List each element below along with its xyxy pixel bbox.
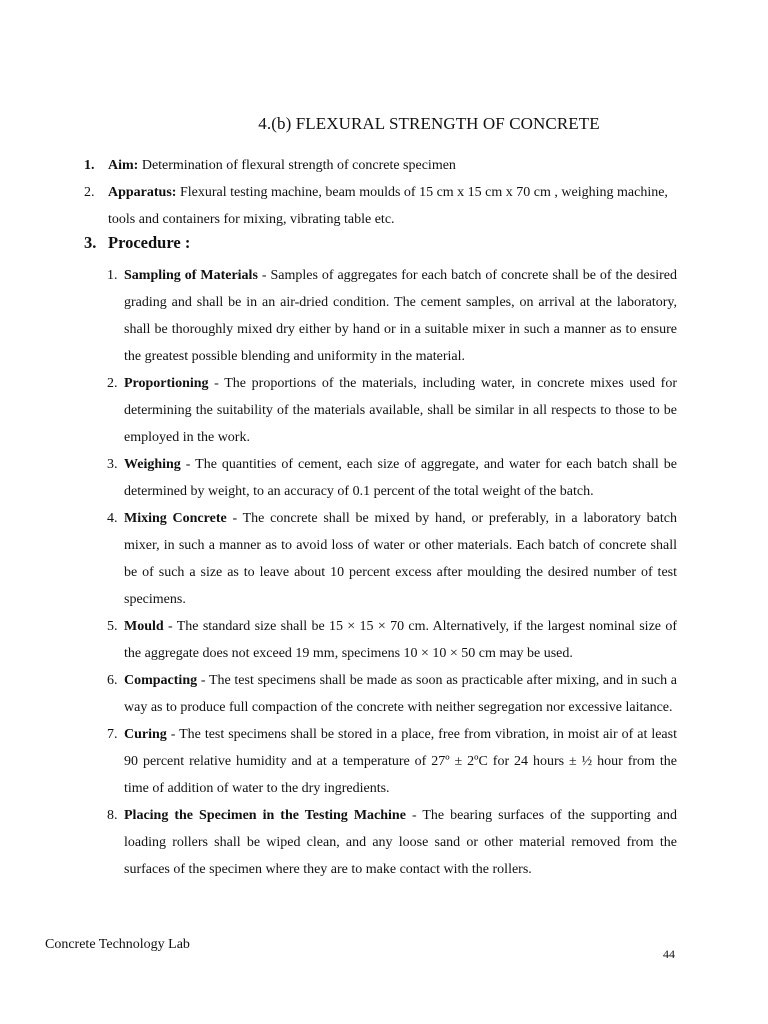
procedure-step-7 bbox=[107, 721, 677, 802]
aim-text: Determination of flexural strength of concrete specimen bbox=[138, 158, 456, 173]
step-number: 2. bbox=[107, 376, 118, 391]
step-text: - Samples of aggregates for each batch of concrete shall be of the desired grading and shall be in an air-dried condition. The cement samples, on arrival at the laboratory, shall be thoroughly mixed dry either by hand or in a suitable mixer in such a manner as to ensure the greatest possible blending and uniformity in the material. bbox=[124, 268, 677, 364]
procedure-heading bbox=[84, 233, 190, 253]
item-number: 2. bbox=[84, 185, 95, 200]
procedure-step-2 bbox=[107, 370, 677, 451]
apparatus-text: Flexural testing machine, beam moulds of 15 cm x 15 cm x 70 cm , weighing machine, tools and containers for mixing, vibrating table etc. bbox=[108, 185, 668, 227]
step-text: - The standard size shall be 15 × 15 × 70 cm. Alternatively, if the largest nominal size of the aggregate does not exceed 19 mm, specimens 10 × 10 × 50 cm may be used. bbox=[124, 619, 677, 661]
item-number: 3. bbox=[84, 233, 97, 252]
main-list bbox=[84, 152, 678, 233]
step-label: Proportioning bbox=[124, 376, 209, 391]
footer-lab-name: Concrete Technology Lab bbox=[45, 937, 190, 952]
apparatus-label: Apparatus: bbox=[108, 185, 177, 200]
step-number: 5. bbox=[107, 619, 118, 634]
step-label: Sampling of Materials bbox=[124, 268, 258, 283]
step-number: 8. bbox=[107, 808, 118, 823]
step-text: - The proportions of the materials, including water, in concrete mixes used for determining the suitability of the materials available, shall be similar in all respects to those to be employed in the work. bbox=[124, 376, 677, 445]
step-number: 4. bbox=[107, 511, 118, 526]
procedure-step-3 bbox=[107, 451, 677, 505]
step-text: - The bearing surfaces of the supporting and loading rollers shall be wiped clean, and any loose sand or other material removed from the surfaces of the specimen where they are to make contact with the rollers. bbox=[124, 808, 677, 877]
step-label: Curing bbox=[124, 727, 167, 742]
aim-label: Aim: bbox=[108, 158, 139, 173]
procedure-label: Procedure : bbox=[108, 233, 191, 252]
step-text: - The quantities of cement, each size of aggregate, and water for each batch shall be determined by weight, to an accuracy of 0.1 percent of the total weight of the batch. bbox=[124, 457, 677, 499]
step-label: Compacting bbox=[124, 673, 198, 688]
step-text: - The test specimens shall be stored in a place, free from vibration, in moist air of at least 90 percent relative humidity and at a temperature of 27º ± 2ºC for 24 hours ± ½ hour from the time of addition of water to the dry ingredients. bbox=[124, 727, 677, 796]
step-label: Placing the Specimen in the Testing Machine bbox=[124, 808, 406, 823]
procedure-step-6 bbox=[107, 667, 677, 721]
step-text: - The concrete shall be mixed by hand, or preferably, in a laboratory batch mixer, in such a manner as to avoid loss of water or other materials. Each batch of concrete shall be of such a size as to leave about 10 percent excess after moulding the desired number of test specimens. bbox=[124, 511, 677, 607]
procedure-steps bbox=[107, 262, 677, 883]
step-label: Mixing Concrete bbox=[124, 511, 227, 526]
step-label: Weighing bbox=[124, 457, 181, 472]
step-number: 6. bbox=[107, 673, 118, 688]
step-text: - The test specimens shall be made as soon as practicable after mixing, and in such a way as to produce full compaction of the concrete with neither segregation nor excessive laitance. bbox=[124, 673, 677, 715]
procedure-step-8 bbox=[107, 802, 677, 883]
aim-item bbox=[84, 152, 678, 179]
apparatus-item bbox=[84, 179, 678, 233]
step-number: 1. bbox=[107, 268, 118, 283]
page-number: 44 bbox=[663, 947, 675, 961]
procedure-step-1 bbox=[107, 262, 677, 370]
page-title: 4.(b) FLEXURAL STRENGTH OF CONCRETE bbox=[258, 114, 600, 133]
procedure-step-5 bbox=[107, 613, 677, 667]
step-number: 7. bbox=[107, 727, 118, 742]
procedure-step-4 bbox=[107, 505, 677, 613]
step-label: Mould bbox=[124, 619, 164, 634]
step-number: 3. bbox=[107, 457, 118, 472]
item-number: 1. bbox=[84, 158, 95, 173]
